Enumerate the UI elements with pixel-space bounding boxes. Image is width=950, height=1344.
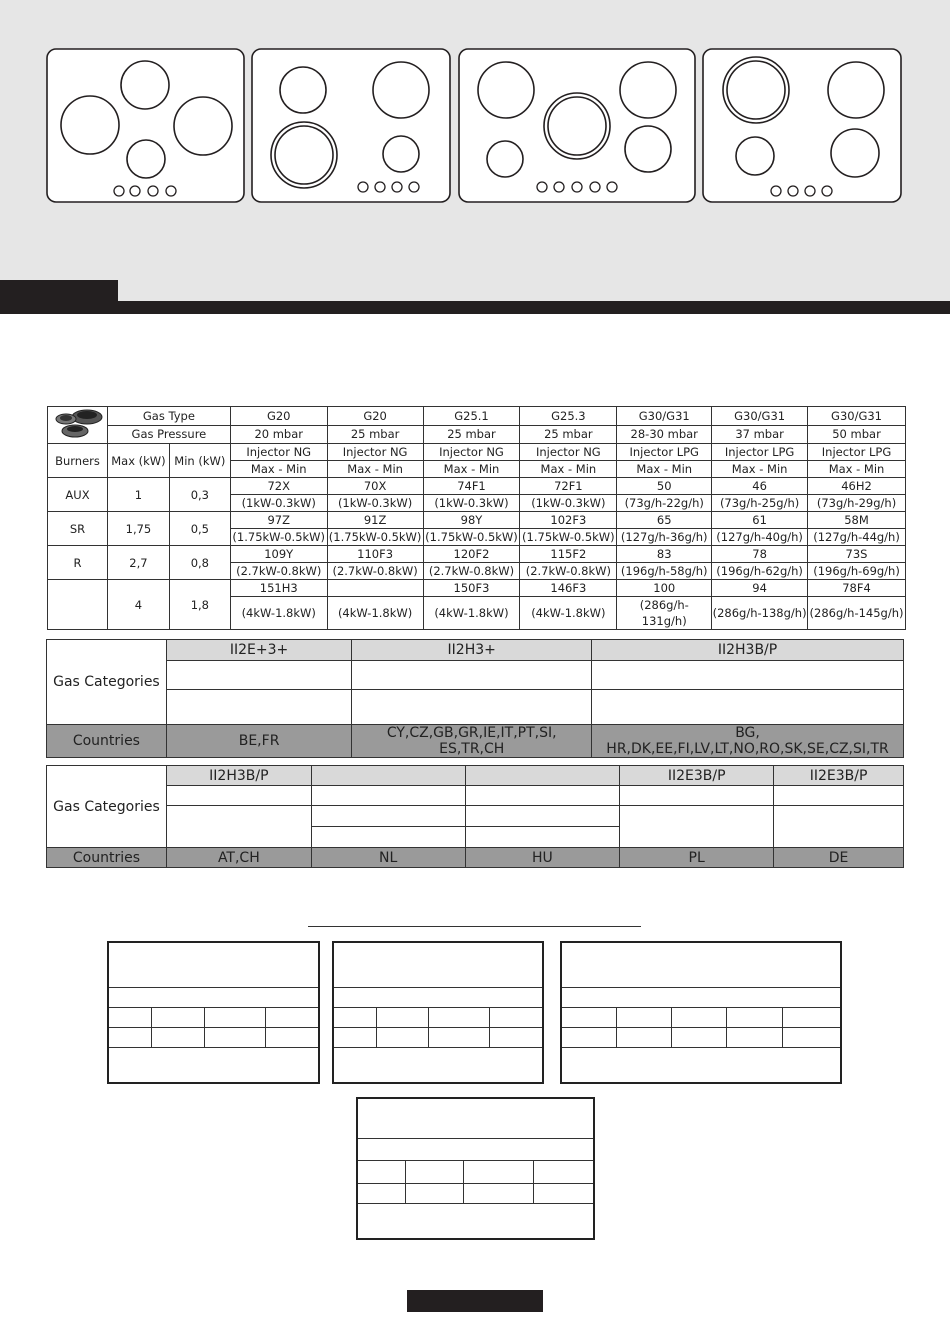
burner-row — [48, 512, 906, 529]
category-cell: II2E3B/P — [774, 766, 904, 786]
grid-line — [334, 987, 542, 988]
grid-line — [782, 1007, 783, 1047]
injector-range: (4kW-1.8kW) — [327, 597, 423, 630]
burner-min: 0,5 — [169, 512, 230, 546]
injector-code: 98Y — [423, 512, 520, 529]
injector-code: 72F1 — [520, 478, 617, 495]
burner-min: 0,3 — [169, 478, 230, 512]
injector-range: (4kW-1.8kW) — [520, 597, 617, 630]
range-label: Max - Min — [520, 461, 617, 478]
grid-line — [109, 1047, 318, 1048]
injector-range: (196g/h-58g/h) — [617, 563, 712, 580]
injector-code: 65 — [617, 512, 712, 529]
hob-diagram-1 — [46, 48, 245, 203]
injector-code: 61 — [712, 512, 808, 529]
empty-cell — [465, 786, 620, 806]
grid-line — [109, 1027, 318, 1028]
gas-categories-table-2 — [46, 765, 904, 868]
burners-label: Burners — [48, 444, 108, 478]
grid-line — [489, 1007, 490, 1047]
injector-range: (1kW-0.3kW) — [423, 495, 520, 512]
grid-line — [376, 1007, 377, 1047]
hob-5-burner-icon — [458, 48, 696, 203]
injector-range: (127g/h-40g/h) — [712, 529, 808, 546]
countries-cell: BG, HR,DK,EE,FI,LV,LT,NO,RO,SK,SE,CZ,SI,TR — [592, 725, 904, 758]
burner-name — [48, 580, 108, 630]
injector-range: (73g/h-29g/h) — [808, 495, 906, 512]
grid-line — [562, 1027, 840, 1028]
category-cell — [311, 766, 465, 786]
empty-cell — [166, 786, 311, 806]
injector-range: (2.7kW-0.8kW) — [230, 563, 327, 580]
grid-line — [358, 1160, 593, 1161]
injector-table — [47, 406, 906, 630]
injector-rows — [48, 478, 906, 630]
empty-cell — [311, 806, 465, 827]
injector-type: Injector NG — [230, 444, 327, 461]
injector-range: (2.7kW-0.8kW) — [520, 563, 617, 580]
empty-grid-box-2 — [332, 941, 544, 1084]
empty-cell — [620, 806, 774, 848]
burner-name: AUX — [48, 478, 108, 512]
burner-min: 0,8 — [169, 546, 230, 580]
empty-grid-box-3 — [560, 941, 842, 1084]
injector-range: (1.75kW-0.5kW) — [230, 529, 327, 546]
injector-code: 151H3 — [230, 580, 327, 597]
injector-code: 83 — [617, 546, 712, 563]
injector-type: Injector NG — [423, 444, 520, 461]
injector-range: (2.7kW-0.8kW) — [423, 563, 520, 580]
injector-type: Injector NG — [327, 444, 423, 461]
gas-type: G20 — [327, 407, 423, 426]
grid-line — [334, 1047, 542, 1048]
burner-max: 2,7 — [107, 546, 169, 580]
burner-row — [48, 546, 906, 563]
gas-pressure: 20 mbar — [230, 425, 327, 444]
injector-range: (1.75kW-0.5kW) — [328, 530, 422, 544]
injector-code: 91Z — [327, 512, 423, 529]
range-label: Max - Min — [327, 461, 423, 478]
gas-categories-table-1 — [46, 639, 904, 758]
grid-line — [358, 1203, 593, 1204]
gas-pressure: 28-30 mbar — [617, 425, 712, 444]
min-label: Min (kW) — [169, 444, 230, 478]
countries-cell: CY,CZ,GB,GR,IE,IT,PT,SI, ES,TR,CH — [352, 725, 592, 758]
grid-line — [726, 1007, 727, 1047]
range-label: Max - Min — [712, 461, 808, 478]
gas-pressure: 37 mbar — [712, 425, 808, 444]
grid-line — [204, 1007, 205, 1047]
gas-categories-label: Gas Categories — [47, 640, 167, 725]
injector-code: 46H2 — [808, 478, 906, 495]
range-label: Max - Min — [230, 461, 327, 478]
burner-icon-cell — [48, 407, 108, 444]
empty-cell — [774, 786, 904, 806]
injector-range: (1kW-0.3kW) — [230, 495, 327, 512]
injector-range: (196g/h-69g/h) — [808, 563, 906, 580]
injector-type: Injector LPG — [712, 444, 808, 461]
section-rule — [308, 926, 641, 927]
grid-line — [151, 1007, 152, 1047]
countries-label: Countries — [47, 848, 167, 868]
grid-line — [358, 1183, 593, 1184]
injector-range: (1kW-0.3kW) — [520, 495, 617, 512]
injector-type: Injector NG — [520, 444, 617, 461]
injector-code: 78F4 — [808, 580, 906, 597]
injector-range: (286g/h-131g/h) — [617, 597, 712, 630]
gas-pressure: 25 mbar — [520, 425, 617, 444]
injector-code — [327, 580, 423, 597]
category-cell: II2H3B/P — [166, 766, 311, 786]
countries-cell: PL — [620, 848, 774, 868]
injector-code: 50 — [617, 478, 712, 495]
injector-range: (286g/h-145g/h) — [808, 597, 906, 630]
empty-cell — [166, 661, 352, 690]
gas-pressure: 50 mbar — [808, 425, 906, 444]
empty-grid-box-4 — [356, 1097, 595, 1240]
injector-code: 100 — [617, 580, 712, 597]
injector-type-row — [48, 444, 906, 461]
injector-code: 78 — [712, 546, 808, 563]
burner-row — [48, 580, 906, 597]
burner-min: 1,8 — [169, 580, 230, 630]
max-label: Max (kW) — [107, 444, 169, 478]
injector-type: Injector LPG — [617, 444, 712, 461]
empty-cell — [592, 661, 904, 690]
injector-code: 146F3 — [520, 580, 617, 597]
injector-range: (1kW-0.3kW) — [327, 495, 423, 512]
countries-cell: AT,CH — [166, 848, 311, 868]
gas-pressure: 25 mbar — [423, 425, 520, 444]
grid-line — [616, 1007, 617, 1047]
injector-range: (4kW-1.8kW) — [423, 597, 520, 630]
injector-range: (73g/h-25g/h) — [712, 495, 808, 512]
range-label: Max - Min — [808, 461, 906, 478]
range-label: Max - Min — [423, 461, 520, 478]
empty-cell — [465, 827, 620, 848]
category-cell: II2H3+ — [352, 640, 592, 661]
hob-diagram-4 — [702, 48, 902, 203]
grid-line — [562, 1047, 840, 1048]
empty-cell — [166, 690, 352, 725]
grid-line — [265, 1007, 266, 1047]
grid-line — [671, 1007, 672, 1047]
injector-code: 150F3 — [423, 580, 520, 597]
injector-code: 73S — [808, 546, 906, 563]
countries-label: Countries — [47, 725, 167, 758]
grid-line — [334, 1027, 542, 1028]
hob-4-burner-wok-icon — [702, 48, 902, 203]
header-bar — [0, 301, 950, 314]
gas-type: G25.1 — [423, 407, 520, 426]
burner-name: SR — [48, 512, 108, 546]
injector-range: (196g/h-62g/h) — [712, 563, 808, 580]
category-cell: II2E3B/P — [620, 766, 774, 786]
grid-line — [109, 1007, 318, 1008]
gas-pressure-row — [48, 425, 906, 444]
burner-max: 4 — [107, 580, 169, 630]
gas-type: G30/G31 — [712, 407, 808, 426]
grid-line — [109, 987, 318, 988]
gas-type: G25.3 — [520, 407, 617, 426]
hob-4-burner-wok-icon — [251, 48, 451, 203]
injector-range: (127g/h-44g/h) — [808, 529, 906, 546]
grid-line — [334, 1007, 542, 1008]
empty-cell — [352, 661, 592, 690]
injector-type: Injector LPG — [808, 444, 906, 461]
gas-type: G20 — [230, 407, 327, 426]
gas-type-row — [48, 407, 906, 426]
range-label: Max - Min — [617, 461, 712, 478]
injector-code: 97Z — [230, 512, 327, 529]
injector-code: 72X — [230, 478, 327, 495]
grid-line — [463, 1160, 464, 1203]
grid-line — [358, 1138, 593, 1139]
grid-line — [533, 1160, 534, 1203]
countries-cell: NL — [311, 848, 465, 868]
grid-line — [428, 1007, 429, 1047]
countries-cell: DE — [774, 848, 904, 868]
empty-cell — [774, 806, 904, 848]
injector-range: (1.75kW-0.5kW) — [423, 529, 520, 546]
injector-code: 115F2 — [520, 546, 617, 563]
grid-line — [562, 1007, 840, 1008]
injector-code: 120F2 — [423, 546, 520, 563]
gas-pressure-label: Gas Pressure — [107, 425, 230, 444]
category-cell: II2H3B/P — [592, 640, 904, 661]
burner-name: R — [48, 546, 108, 580]
hob-diagram-2 — [251, 48, 451, 203]
injector-range: (4kW-1.8kW) — [230, 597, 327, 630]
gas-type-label: Gas Type — [107, 407, 230, 426]
empty-cell — [166, 806, 311, 848]
burner-max: 1,75 — [107, 512, 169, 546]
injector-code: 110F3 — [327, 546, 423, 563]
injector-range: (73g/h-22g/h) — [617, 495, 712, 512]
empty-cell — [311, 786, 465, 806]
empty-cell — [620, 786, 774, 806]
gas-type: G30/G31 — [808, 407, 906, 426]
category-cell: II2E+3+ — [166, 640, 352, 661]
injector-code: 74F1 — [423, 478, 520, 495]
injector-code: 102F3 — [520, 512, 617, 529]
empty-cell — [311, 827, 465, 848]
empty-cell — [592, 690, 904, 725]
injector-code: 109Y — [230, 546, 327, 563]
injector-code: 58M — [808, 512, 906, 529]
injector-code: 70X — [327, 478, 423, 495]
hob-4-burner-icon — [46, 48, 245, 203]
gas-pressure: 25 mbar — [327, 425, 423, 444]
countries-cell: HU — [465, 848, 620, 868]
page-footer-bar — [407, 1290, 543, 1312]
injector-range: (1.75kW-0.5kW) — [520, 529, 617, 546]
grid-line — [405, 1160, 406, 1203]
gas-burners-icon — [49, 407, 105, 439]
empty-grid-box-1 — [107, 941, 320, 1084]
empty-cell — [352, 690, 592, 725]
injector-range: (2.7kW-0.8kW) — [327, 563, 423, 580]
gas-categories-label: Gas Categories — [47, 766, 167, 848]
injector-range: (127g/h-36g/h) — [617, 529, 712, 546]
burner-row — [48, 478, 906, 495]
empty-cell — [465, 806, 620, 827]
injector-range: (286g/h-138g/h) — [712, 597, 808, 630]
gas-type: G30/G31 — [617, 407, 712, 426]
injector-code: 46 — [712, 478, 808, 495]
burner-max: 1 — [107, 478, 169, 512]
injector-code: 94 — [712, 580, 808, 597]
hob-diagram-3 — [458, 48, 696, 203]
countries-cell: BE,FR — [166, 725, 352, 758]
grid-line — [562, 987, 840, 988]
category-cell — [465, 766, 620, 786]
